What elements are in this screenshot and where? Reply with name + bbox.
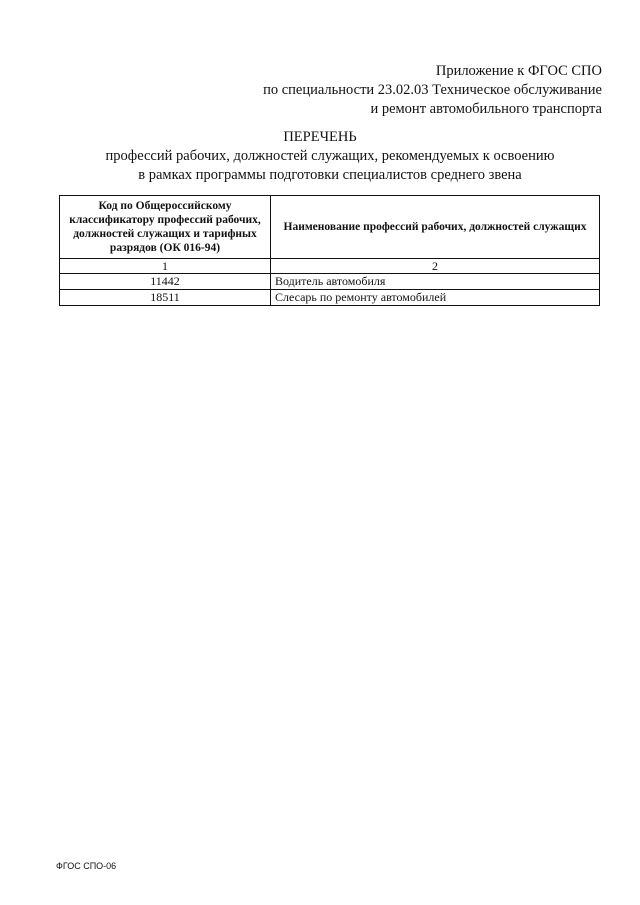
row-code: 11442 <box>60 274 271 290</box>
document-header <box>182 62 602 119</box>
document-title: ПЕРЕЧЕНЬ <box>283 129 357 145</box>
column-number-2: 2 <box>271 259 600 274</box>
header-name: Наименование профессий рабочих, должностей служащих <box>271 196 600 259</box>
header-line-3: и ремонт автомобильного транспорта <box>370 101 602 117</box>
document-subtitle <box>60 147 600 185</box>
subtitle-line-2: в рамках программы подготовки специалистов среднего звена <box>138 167 522 183</box>
column-number-row <box>60 259 600 274</box>
column-number-1: 1 <box>60 259 271 274</box>
header-code: Код по Общероссийскому классификатору профессий рабочих, должностей служащих и тарифных разрядов (ОК 016-94) <box>60 196 271 259</box>
row-name: Водитель автомобиля <box>271 274 600 290</box>
row-name: Слесарь по ремонту автомобилей <box>271 290 600 306</box>
row-code: 18511 <box>60 290 271 306</box>
header-line-1: Приложение к ФГОС СПО <box>435 63 602 79</box>
header-line-2: по специальности 23.02.03 Техническое обслуживание <box>263 82 602 98</box>
table-row <box>60 290 600 306</box>
subtitle-line-1: профессий рабочих, должностей служащих, рекомендуемых к освоению <box>105 148 555 164</box>
page-footer: ФГОС СПО-06 <box>56 861 117 871</box>
table-header-row <box>60 196 600 259</box>
table-row <box>60 274 600 290</box>
professions-table <box>59 195 600 306</box>
